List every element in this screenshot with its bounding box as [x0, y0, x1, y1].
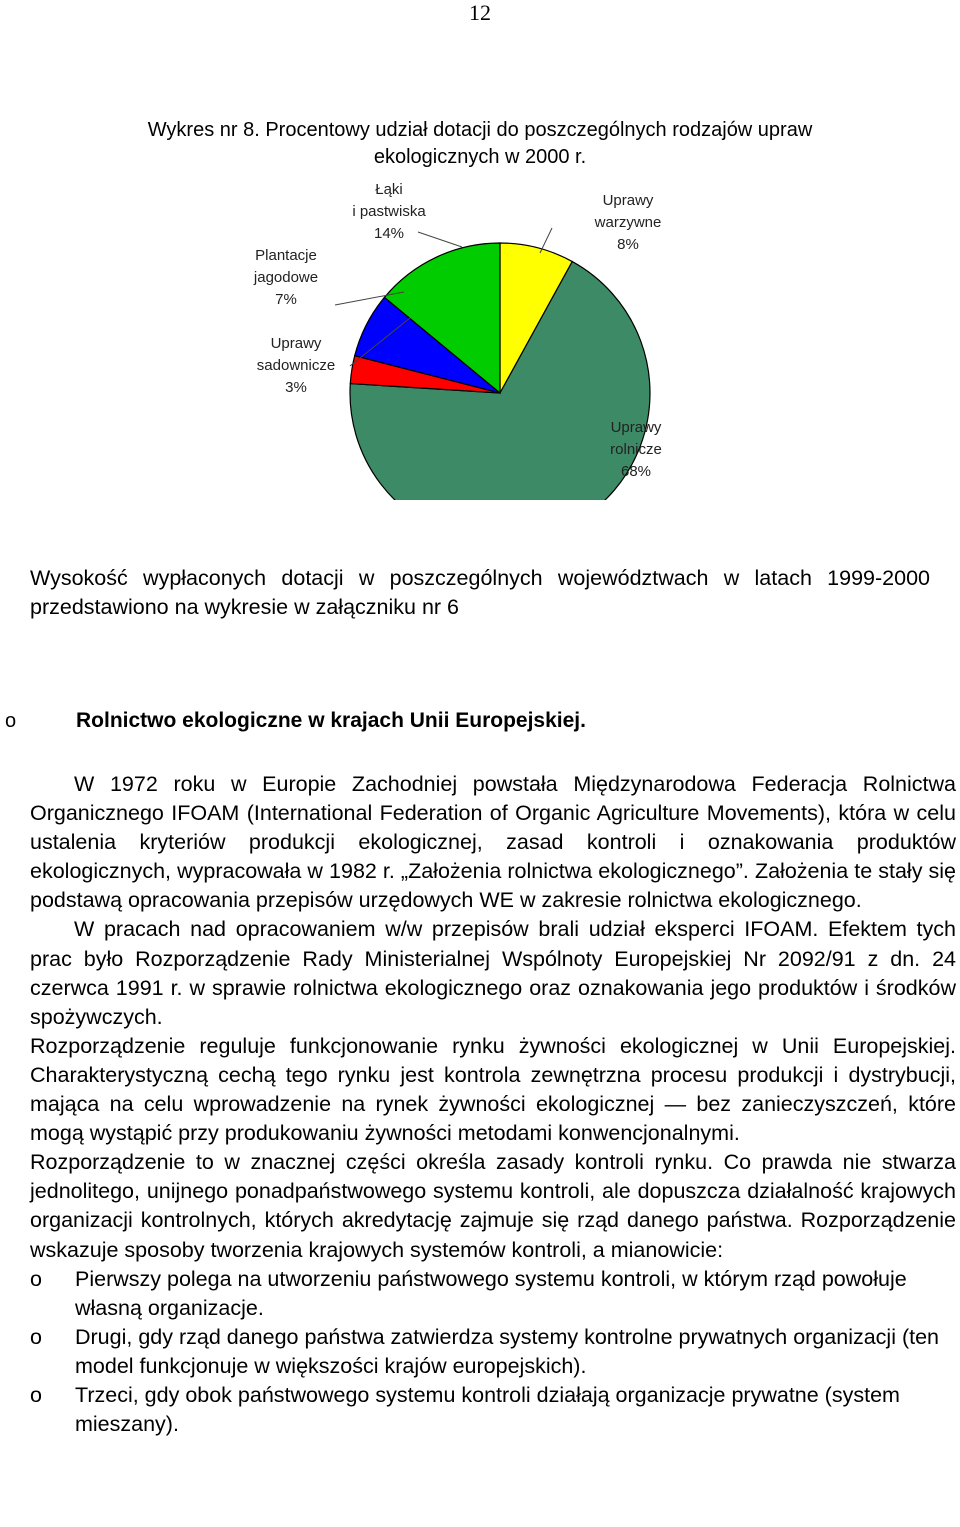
- chart-title-line-2: ekologicznych w 2000 r.: [373, 146, 587, 168]
- list-bullet: o: [30, 1266, 42, 1291]
- pie-slice-label: Uprawy rolnicze 68%: [610, 419, 662, 480]
- pie-slice-label: Uprawy warzywne 8%: [594, 192, 662, 253]
- section-bullet: o: [5, 710, 17, 732]
- pie-leader-line: [540, 228, 552, 253]
- pie-chart: [0, 160, 960, 500]
- pie-slice-label: Łąki i pastwiska 14%: [352, 181, 426, 242]
- pie-slices: [350, 243, 650, 500]
- chart-title-line-1: Wykres nr 8. Procentowy udział dotacji do poszczególnych rodzajów upraw: [147, 119, 813, 141]
- list-item-text: Trzeci, gdy obok państwowego systemu kontroli działają organizacje prywatne (system mieszany).: [75, 1382, 900, 1437]
- body-paragraph-2: W pracach nad opracowaniem w/w przepisów brali udział eksperci IFOAM. Efektem tych prac było Rozporządzenie Rady Ministerialnej Wspólnoty Europejskiej Nr 2092/91 z dn. 24 czerwca 1991 r. w sprawie rolnictwa ekologicznego oraz oznakowania jego produktów i środków spożywczych.: [30, 917, 956, 1029]
- body-paragraph-1: W 1972 roku w Europie Zachodniej powstała Międzynarodowa Federacja Rolnictwa Organicznego IFOAM (International Federation of Organic Agriculture Movements), która w celu ustalenia kryteriów produkcji ekologicznej, zasad kontroli i oznakowania produktów ekologicznych, wypracowała w 1982 r. „Założenia rolnictwa ekologicznego”. Założenia te stały się podstawą opracowania przepisów urzędowych WE w zakresie rolnictwa ekologicznego.: [30, 772, 956, 913]
- list-bullet: o: [30, 1324, 42, 1349]
- pie-slice-label: Uprawy sadownicze 3%: [256, 335, 336, 396]
- intro-paragraph: Wysokość wypłaconych dotacji w poszczególnych województwach w latach 1999-2000 przedstawiono na wykresie w załączniku nr 6: [30, 566, 930, 620]
- list-item-text: Drugi, gdy rząd danego państwa zatwierdza systemy kontrolne prywatnych organizacji (ten model funkcjonuje w większości krajów europejskich).: [75, 1324, 940, 1378]
- body-paragraph-4: Rozporządzenie to w znacznej części określa zasady kontroli rynku. Co prawda nie stwarza jednolitego, unijnego ponadpaństwowego systemu kontroli, ale dopuszcza działalność krajowych organizacji kontrolnych, których akredytację zajmuje się rząd danego państwa. Rozporządzenie wskazuje sposoby tworzenia krajowych systemów kontroli, a mianowicie:: [30, 1150, 956, 1262]
- body-text: [30, 770, 956, 1439]
- control-systems-list: [30, 1265, 956, 1440]
- section-heading: Rolnictwo ekologiczne w krajach Unii Europejskiej.: [76, 709, 586, 732]
- body-paragraph-3: Rozporządzenie reguluje funkcjonowanie rynku żywności ekologicznej w Unii Europejskiej. Charakterystyczną cechą tego rynku jest kontrola zewnętrzna procesu produkcji i dystrybucji, mająca na celu wprowadzenie na rynek żywności ekologicznej — bez zanieczyszczeń, które mogą wystąpić przy produkowaniu żywności metodami konwencjonalnymi.: [30, 1033, 956, 1146]
- list-item: [30, 1323, 956, 1381]
- list-item: [30, 1381, 956, 1439]
- page-number: 12: [469, 0, 491, 25]
- list-bullet: o: [30, 1382, 42, 1407]
- pie-leader-line: [418, 232, 462, 247]
- pie-slice-label: Plantacje jagodowe 7%: [253, 247, 319, 308]
- list-item-text: Pierwszy polega na utworzeniu państwowego systemu kontroli, w którym rząd powołuje własną organizacje.: [75, 1266, 907, 1320]
- list-item: [30, 1265, 956, 1323]
